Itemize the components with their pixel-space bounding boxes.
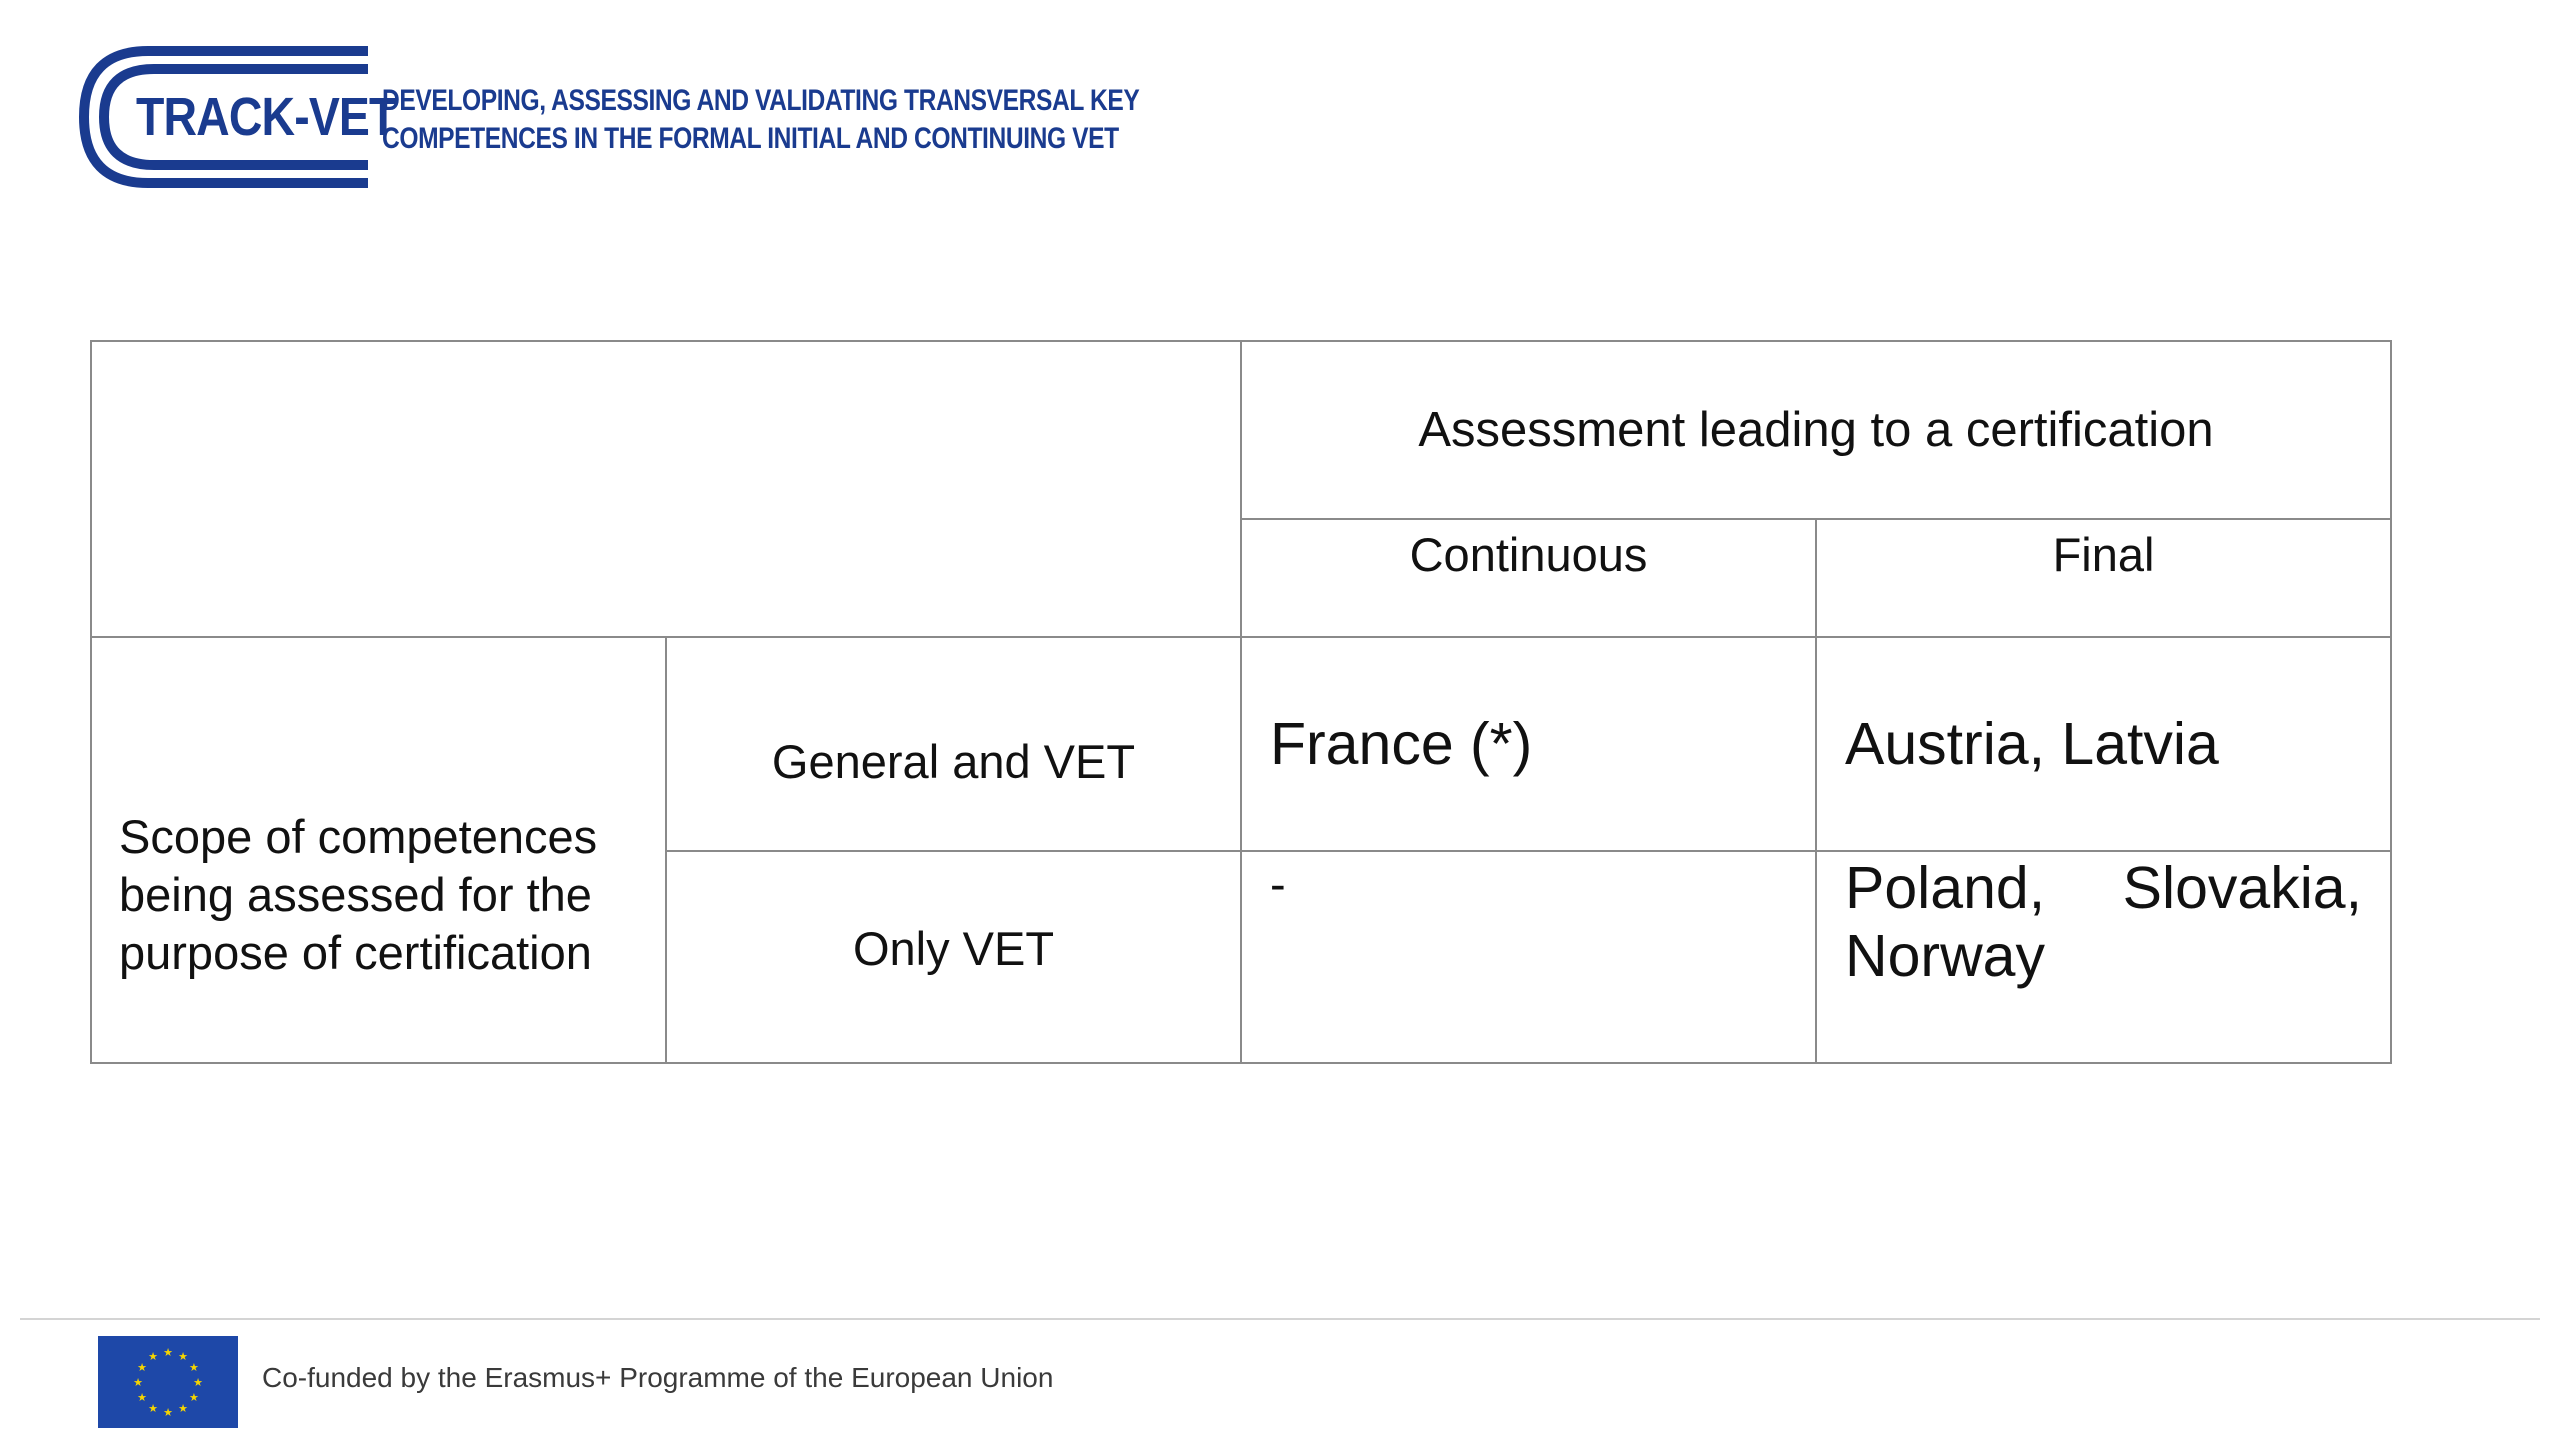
cell-final-general	[1816, 637, 2391, 851]
project-tagline	[382, 82, 1139, 158]
assessment-table	[90, 340, 2392, 1064]
track-vet-logo	[78, 45, 397, 189]
eu-star-icon: ★	[148, 1351, 158, 1364]
eu-star-icon: ★	[163, 1347, 173, 1359]
tagline-line-1: DEVELOPING, ASSESSING AND VALIDATING TRANSVERSAL KEY	[382, 84, 1140, 117]
eu-star-icon: ★	[178, 1402, 188, 1415]
cell-continuous-only-vet	[1241, 851, 1816, 1063]
cell-value: Austria, Latvia	[1845, 711, 2219, 777]
tagline-line-2: COMPETENCES IN THE FORMAL INITIAL AND CONTINUING VET	[382, 122, 1119, 155]
header-main-label: Assessment leading to a certification	[1418, 403, 2214, 457]
eu-star-icon: ★	[193, 1377, 203, 1389]
scope-label: Scope of competences being assessed for the purpose of certification	[119, 810, 598, 979]
eu-star-icon: ★	[137, 1362, 147, 1374]
cell-value: Poland, Slovakia, Norway	[1845, 855, 2363, 989]
header-final-label: Final	[2052, 528, 2155, 581]
eu-flag-icon	[98, 1336, 238, 1428]
cell-final-only-vet	[1816, 851, 2391, 1063]
row-label: Only VET	[852, 922, 1055, 975]
row-only-vet-label	[666, 851, 1241, 1063]
footer-divider	[20, 1318, 2540, 1320]
table-empty-corner	[91, 341, 1241, 637]
cell-value: -	[1270, 857, 1286, 910]
scope-row-header	[91, 637, 666, 1063]
eu-star-icon: ★	[137, 1392, 147, 1404]
cofunded-text: Co-funded by the Erasmus+ Programme of the European Union	[262, 1362, 1054, 1393]
row-label: General and VET	[771, 735, 1136, 788]
header-continuous-label: Continuous	[1409, 528, 1648, 581]
eu-star-icon: ★	[163, 1407, 173, 1419]
header-continuous	[1241, 519, 1816, 637]
header-final	[1816, 519, 2391, 637]
cell-continuous-general	[1241, 637, 1816, 851]
eu-star-icon: ★	[133, 1377, 143, 1389]
row-general-vet-label	[666, 637, 1241, 851]
eu-star-icon: ★	[148, 1402, 158, 1415]
eu-star-icon: ★	[189, 1362, 199, 1374]
eu-star-icon: ★	[178, 1351, 188, 1364]
cell-value: France (*)	[1270, 711, 1533, 777]
logo-text: TRACK-VET	[136, 87, 397, 147]
header-assessment-certification	[1241, 341, 2391, 519]
eu-star-icon: ★	[189, 1392, 199, 1404]
